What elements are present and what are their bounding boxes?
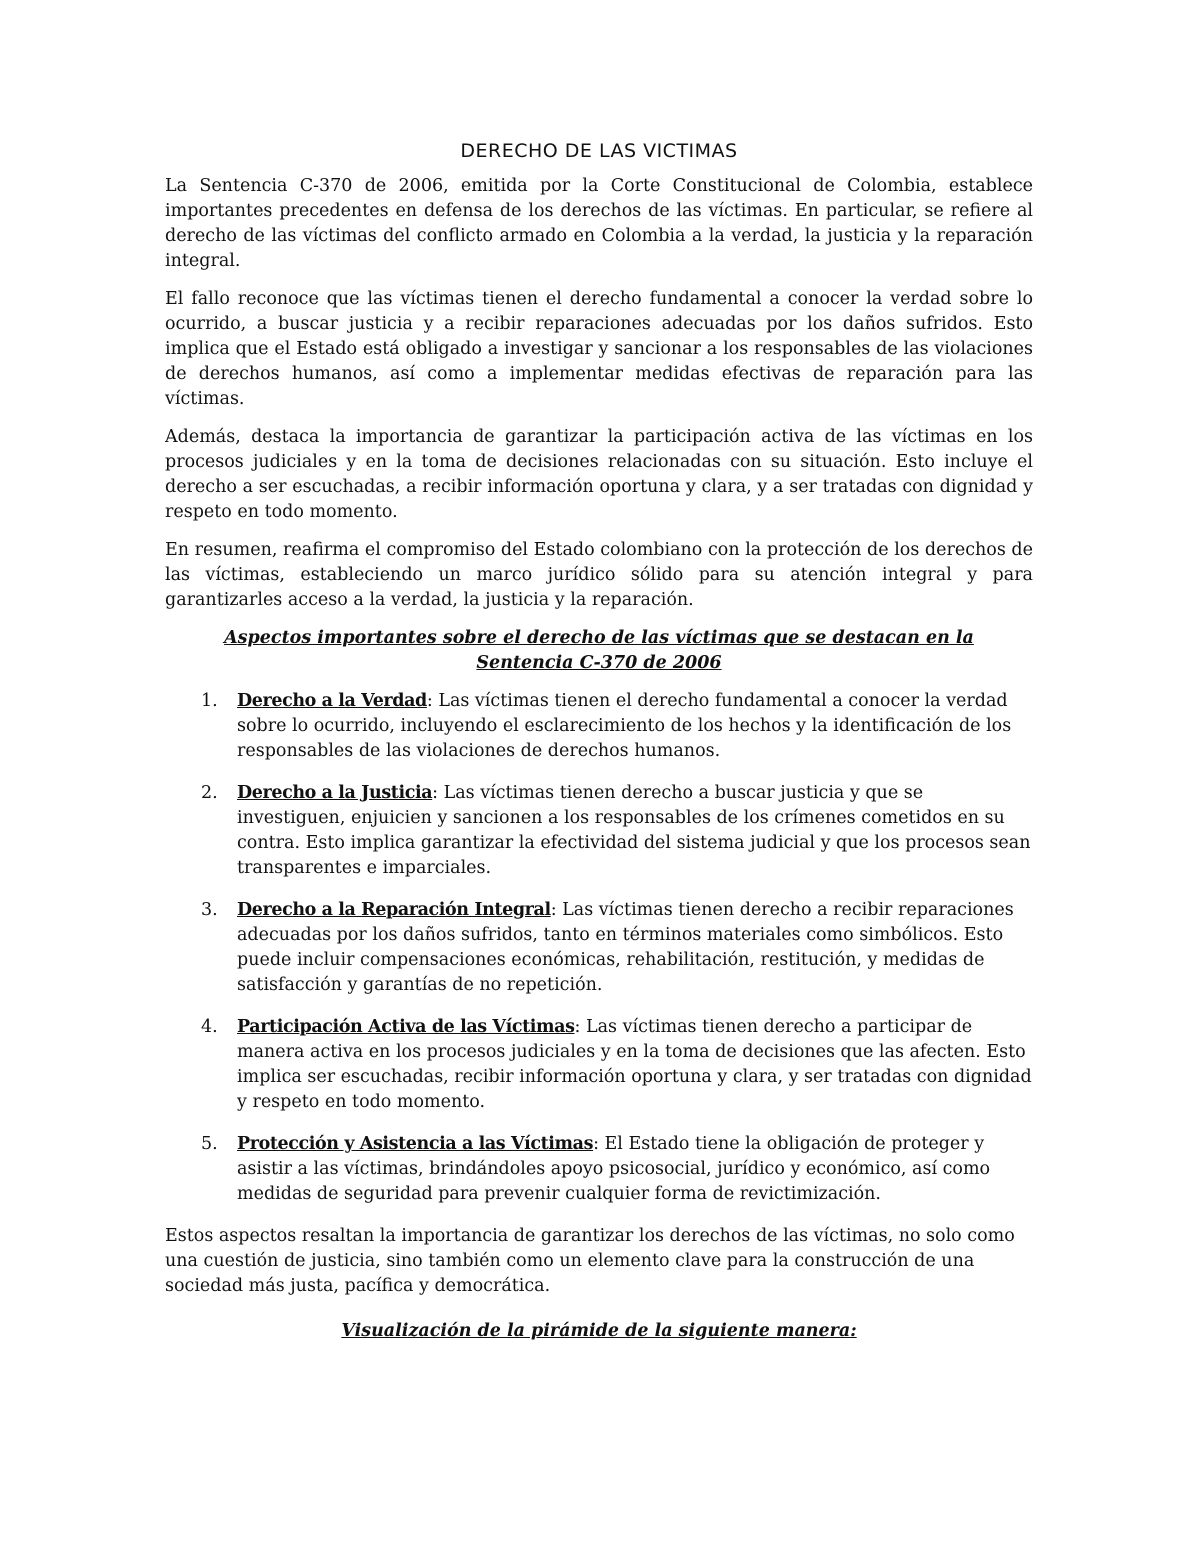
list-item: [165, 1132, 1033, 1207]
list-item-number: 2.: [201, 783, 218, 803]
paragraph-summary: En resumen, reafirma el compromiso del Estado colombiano con la protección de los derechos de las víctimas, estableciendo un marco jurídico sólido para su atención integral y para garantizarles acceso a la verdad, la justicia y la reparación.: [165, 540, 1033, 610]
list-item-term: Protección y Asistencia a las Víctimas: [237, 1134, 594, 1154]
list-item: [165, 689, 1033, 764]
visualization-heading: Visualización de la pirámide de la siguiente manera:: [341, 1321, 857, 1341]
paragraph-participation: Además, destaca la importancia de garantizar la participación activa de las víctimas en los procesos judiciales y en la toma de decisiones relacionadas con su situación. Esto incluye el derecho a ser escuchadas, a recibir información oportuna y clara, y a ser tratadas con dignidad y respeto en todo momento.: [165, 427, 1033, 522]
list-item-text: : Las víctimas tienen el derecho fundamental a conocer la verdad sobre lo ocurrido, incluyendo el esclarecimiento de los hechos y la identificación de los responsables de las violaciones de derechos humanos.: [237, 691, 1012, 761]
list-item-text: : Las víctimas tienen derecho a participar de manera activa en los procesos judiciales y en la toma de decisiones que las afecten. Esto implica ser escuchadas, recibir información oportuna y clara, y ser tratadas con dignidad y respeto en todo momento.: [237, 1017, 1032, 1112]
document-title: DERECHO DE LAS VICTIMAS: [460, 140, 738, 162]
list-item-term: Derecho a la Justicia: [237, 783, 433, 803]
list-item-number: 5.: [201, 1134, 218, 1154]
list-item-term: Participación Activa de las Víctimas: [237, 1017, 575, 1037]
paragraph-ruling: El fallo reconoce que las víctimas tienen el derecho fundamental a conocer la verdad sobre lo ocurrido, a buscar justicia y a recibir reparaciones adecuadas por los daños sufridos. Esto implica que el Estado está obligado a investigar y sancionar a los responsables de las violaciones de derechos humanos, así como a implementar medidas efectivas de reparación para las víctimas.: [165, 289, 1033, 409]
paragraph-intro: La Sentencia C-370 de 2006, emitida por la Corte Constitucional de Colombia, establece importantes precedentes en defensa de los derechos de las víctimas. En particular, se refiere al derecho de las víctimas del conflicto armado en Colombia a la verdad, la justicia y la reparación integral.: [165, 176, 1033, 271]
list-item: [165, 898, 1033, 998]
list-item-number: 4.: [201, 1017, 218, 1037]
list-item-term: Derecho a la Reparación Integral: [237, 900, 551, 920]
list-item-term: Derecho a la Verdad: [237, 691, 427, 711]
list-item-number: 3.: [201, 900, 218, 920]
list-item-text: : Las víctimas tienen derecho a recibir reparaciones adecuadas por los daños sufridos, tanto en términos materiales como simbólicos. Esto puede incluir compensaciones económicas, rehabilitación, restitución, y medidas de satisfacción y garantías de no repetición.: [237, 900, 1014, 995]
aspects-list: [165, 689, 1033, 1207]
list-item-text: : Las víctimas tienen derecho a buscar justicia y que se investiguen, enjuicien y sancionen a los responsables de los crímenes cometidos en su contra. Esto implica garantizar la efectividad del sistema judicial y que los procesos sean transparentes e imparciales.: [237, 783, 1031, 878]
list-item: [165, 1015, 1033, 1115]
aspects-subheading: Aspectos importantes sobre el derecho de las víctimas que se destacan en la Sentencia C-370 de 2006: [224, 628, 974, 673]
list-item-number: 1.: [201, 691, 218, 711]
list-item: [165, 781, 1033, 881]
paragraph-closing: Estos aspectos resaltan la importancia de garantizar los derechos de las víctimas, no solo como una cuestión de justicia, sino también como un elemento clave para la construcción de una sociedad más justa, pacífica y democrática.: [165, 1226, 1015, 1296]
list-item-text: : El Estado tiene la obligación de proteger y asistir a las víctimas, brindándoles apoyo psicosocial, jurídico y económico, así como medidas de seguridad para prevenir cualquier forma de revictimización.: [237, 1134, 991, 1204]
document-page: [165, 140, 1033, 1357]
